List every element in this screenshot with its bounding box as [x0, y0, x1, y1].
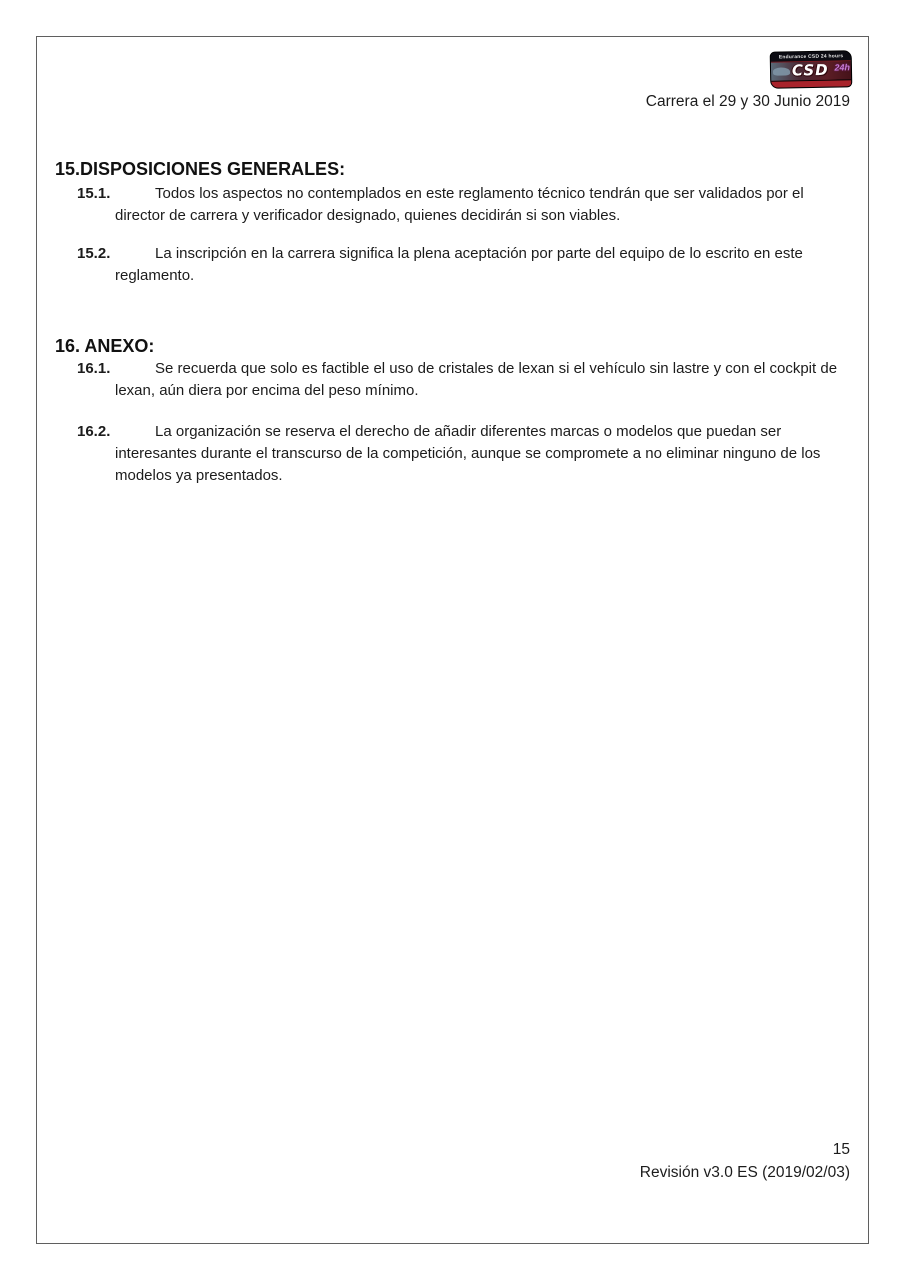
clause-15-1-label: 15.1.	[77, 185, 111, 202]
clause-16-1	[77, 358, 852, 402]
document-page	[36, 36, 869, 1244]
logo-csd-letters: CSD	[791, 60, 829, 80]
section-15-heading: 15.DISPOSICIONES GENERALES:	[55, 159, 346, 179]
revision-line: Revisión v3.0 ES (2019/02/03)	[639, 1164, 850, 1181]
page-number: 15	[832, 1141, 850, 1158]
logo-top-text: Endurance CSD 24 hours	[778, 53, 844, 60]
logo-middle-band	[771, 61, 851, 80]
header-date-line: Carrera el 29 y 30 Junio 2019	[645, 93, 850, 110]
clause-16-2-label: 16.2.	[77, 423, 111, 440]
clause-15-2-label: 15.2.	[77, 245, 111, 262]
clause-16-1-text: Se recuerda que solo es factible el uso de cristales de lexan si el vehículo sin lastre y con el cockpit de lexan, aún diera por encima del peso mínimo.	[115, 360, 838, 399]
clause-15-1-text: Todos los aspectos no contemplados en este reglamento técnico tendrán que ser validados por el director de carrera y verificador designado, quienes decidirán si son viables.	[115, 185, 804, 224]
logo-24h-mark: 24h	[834, 62, 851, 73]
clause-16-2	[77, 421, 852, 487]
clause-15-1	[77, 183, 852, 227]
page-footer	[640, 1138, 850, 1184]
clause-16-2-text: La organización se reserva el derecho de añadir diferentes marcas o modelos que puedan ser interesantes durante el transcurso de la competición, aunque se compromete a no eliminar ninguno de los modelos ya presentados.	[115, 423, 821, 484]
logo-red-stripe	[771, 79, 851, 87]
clause-16-1-label: 16.1.	[77, 360, 111, 377]
clause-15-2	[77, 243, 852, 287]
section-16-heading: 16. ANEXO:	[55, 336, 155, 356]
car-silhouette-icon	[773, 67, 790, 75]
csd-endurance-logo	[770, 50, 853, 88]
clause-15-2-text: La inscripción en la carrera significa la plena aceptación por parte del equipo de lo escrito en este reglamento.	[115, 245, 803, 284]
